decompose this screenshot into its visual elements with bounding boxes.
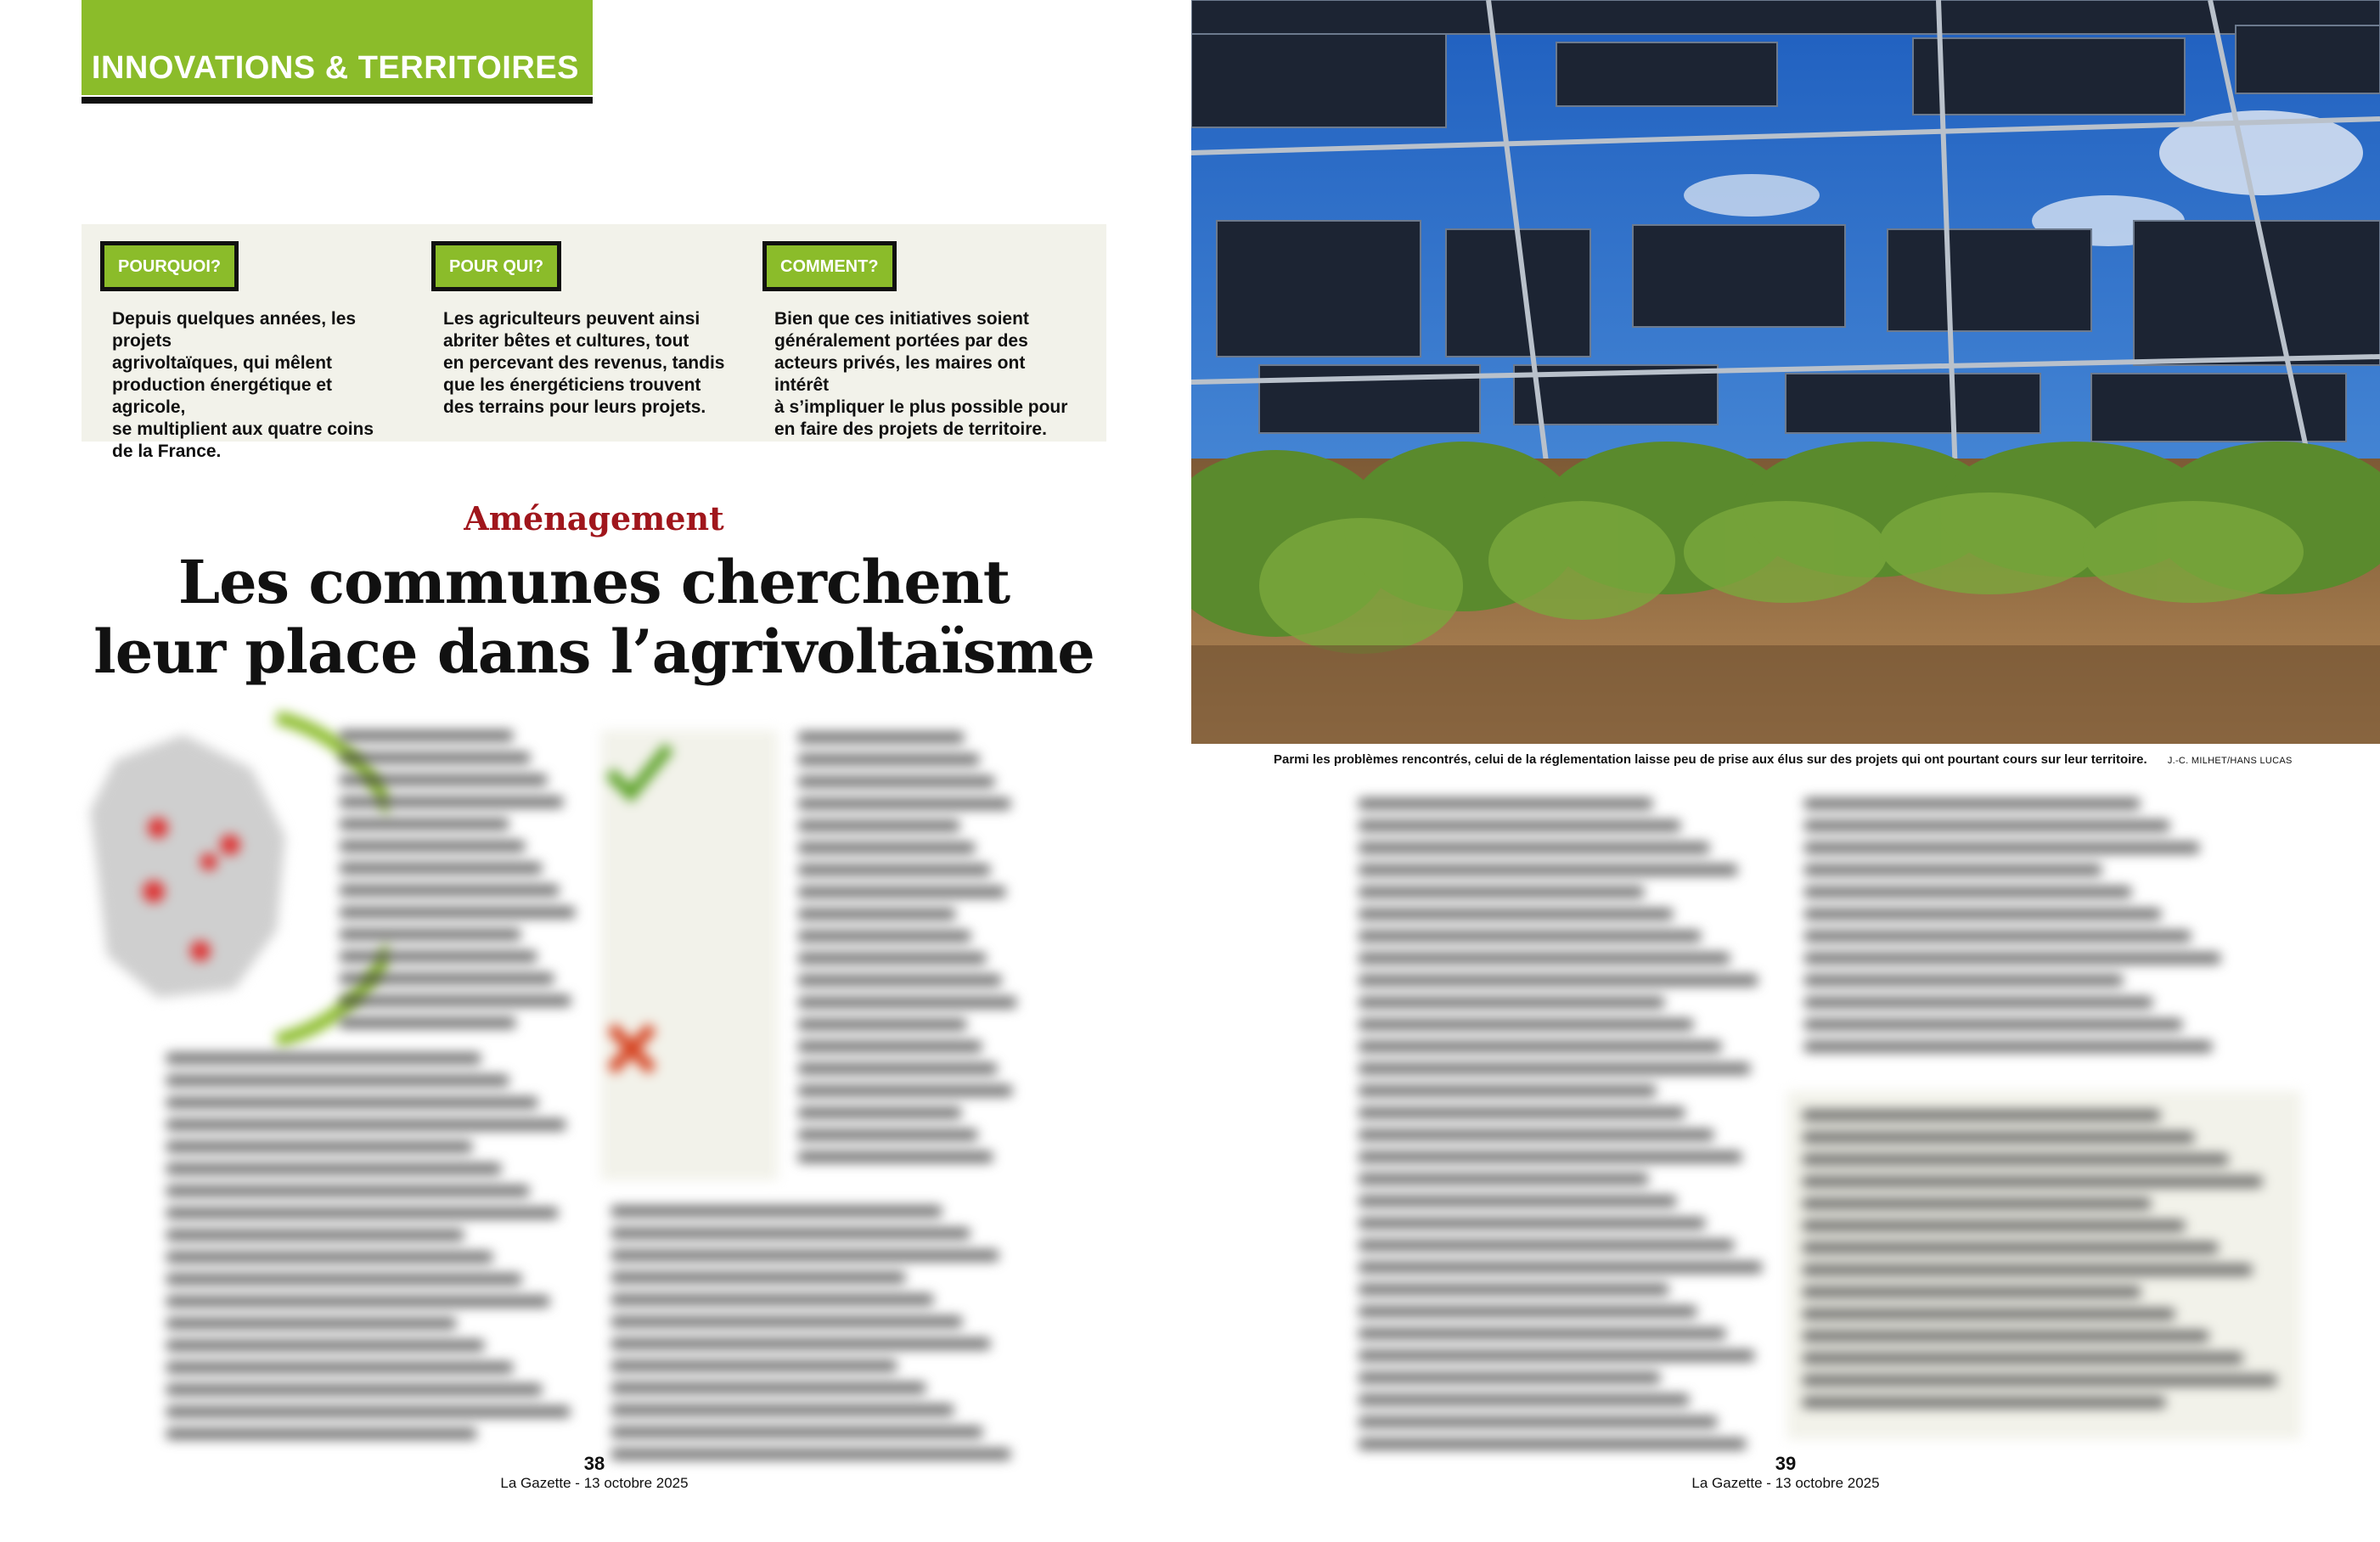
blurred-text-line xyxy=(798,820,959,831)
blurred-text-line xyxy=(1359,1438,1746,1449)
blurred-text-line xyxy=(340,774,547,785)
blurred-text-line xyxy=(798,909,955,920)
blurred-text-line xyxy=(1359,1173,1648,1185)
caption-text: Parmi les problèmes rencontrés, celui de la réglementation laisse peu de prise aux élus sur des projets qui ont pourtant cours sur leur territoire. xyxy=(1274,752,2147,767)
blurred-text-line xyxy=(1359,1196,1676,1207)
article-headline xyxy=(82,548,1106,687)
info-line: se multiplient aux quatre coins xyxy=(112,419,374,439)
info-line: en faire des projets de territoire. xyxy=(774,419,1047,439)
section-rule xyxy=(82,97,593,104)
blurred-text-line xyxy=(798,1129,977,1140)
blurred-text-line xyxy=(611,1382,926,1393)
pros-cons-box xyxy=(601,730,778,1180)
blurred-text-line xyxy=(1359,1085,1656,1096)
blurred-text-line xyxy=(1803,1308,2175,1320)
blurred-text-line xyxy=(611,1206,942,1217)
info-line: à s’impliquer le plus possible pour xyxy=(774,397,1068,417)
info-column-comment xyxy=(762,241,1068,441)
blurred-text-line xyxy=(611,1272,905,1283)
blurred-text-line xyxy=(1803,1397,2165,1408)
blurred-text-line xyxy=(1803,1242,2218,1253)
blurred-text-line xyxy=(340,1017,515,1028)
blurred-text-line xyxy=(798,776,994,787)
charter-sidebar-content xyxy=(1787,1091,2301,1438)
headline-line-2: leur place dans l’agrivoltaïsme xyxy=(93,616,1094,687)
publication-line: La Gazette - 13 octobre 2025 xyxy=(1691,1475,1880,1491)
blurred-text-line xyxy=(340,752,530,763)
blurred-text-line xyxy=(166,1097,537,1108)
info-tag-comment: COMMENT? xyxy=(762,241,897,291)
blurred-text-line xyxy=(166,1207,558,1218)
page-number: 39 xyxy=(1775,1453,1797,1474)
blurred-text-line xyxy=(1359,798,1652,809)
blurred-text-line xyxy=(611,1294,933,1305)
info-line: Les agriculteurs peuvent ainsi xyxy=(443,309,700,329)
info-text-pour-qui xyxy=(443,308,737,419)
blurred-text-line xyxy=(166,1119,565,1130)
blurred-text-line xyxy=(798,997,1016,1008)
blurred-text-line xyxy=(1359,864,1737,875)
blurred-text-line xyxy=(1359,820,1680,831)
blurred-text-line xyxy=(1803,1220,2185,1231)
blurred-text-line xyxy=(166,1428,476,1439)
info-line: Bien que ces initiatives soient xyxy=(774,309,1029,329)
blurred-text-line xyxy=(340,951,537,962)
info-line: que les énergéticiens trouvent xyxy=(443,375,701,395)
publication-line: La Gazette - 13 octobre 2025 xyxy=(500,1475,689,1491)
blurred-text-line xyxy=(611,1360,897,1371)
check-icon xyxy=(601,730,778,1180)
blurred-text-line xyxy=(1359,975,1758,986)
info-column-pourquoi xyxy=(100,241,406,463)
blurred-text-line xyxy=(798,798,1010,809)
blurred-text-line xyxy=(798,1019,966,1030)
folio-right xyxy=(1658,1454,1913,1493)
article-column-1-top xyxy=(340,730,577,1039)
blurred-text-line xyxy=(1804,931,2191,942)
blurred-text-line xyxy=(340,819,509,830)
blurred-text-line xyxy=(166,1274,521,1285)
blurred-text-line xyxy=(1359,997,1664,1008)
blurred-text-line xyxy=(1359,1041,1721,1052)
solar-panels-orchard-image xyxy=(1191,0,2380,744)
blurred-text-line xyxy=(1359,1284,1668,1295)
blurred-text-line xyxy=(798,975,1001,986)
blurred-text-line xyxy=(1359,931,1701,942)
charter-sidebar-box xyxy=(1787,1091,2301,1439)
blurred-text-line xyxy=(340,863,542,874)
blurred-text-line xyxy=(340,995,571,1006)
photo-caption xyxy=(1274,752,2301,767)
blurred-text-line xyxy=(1803,1154,2228,1165)
info-line: en percevant des revenus, tandis xyxy=(443,353,725,373)
info-line: généralement portées par des xyxy=(774,331,1028,351)
blurred-text-line xyxy=(1359,842,1709,853)
blurred-text-line xyxy=(1359,1262,1762,1273)
blurred-text-line xyxy=(611,1228,970,1239)
blurred-text-line xyxy=(1359,1306,1696,1317)
blurred-text-line xyxy=(1359,1350,1754,1361)
blurred-text-line xyxy=(166,1185,529,1196)
blurred-text-line xyxy=(1359,1151,1741,1162)
blurred-text-line xyxy=(340,973,554,984)
info-column-pour-qui xyxy=(431,241,737,419)
blurred-text-line xyxy=(1803,1264,2252,1275)
blurred-text-line xyxy=(1804,886,2131,898)
blurred-text-line xyxy=(1803,1331,2208,1342)
info-line: agrivoltaïques, qui mêlent xyxy=(112,353,333,373)
blurred-text-line xyxy=(166,1230,464,1241)
blurred-text-line xyxy=(340,796,563,808)
blurred-text-line xyxy=(1359,1129,1713,1140)
blurred-text-line xyxy=(798,732,964,743)
photo-credit: J.-C. MILHET/HANS LUCAS xyxy=(2167,756,2293,766)
blurred-text-line xyxy=(1804,820,2169,831)
blurred-text-line xyxy=(798,1151,993,1162)
blurred-text-line xyxy=(1359,953,1730,964)
blurred-text-line xyxy=(798,886,1005,898)
blurred-text-line xyxy=(611,1404,954,1415)
info-text-comment xyxy=(774,308,1068,441)
blurred-text-line xyxy=(1359,1019,1693,1030)
blurred-text-line xyxy=(1803,1353,2242,1364)
section-label: INNOVATIONS & TERRITOIRES xyxy=(91,50,579,86)
page-number: 38 xyxy=(583,1453,605,1474)
blurred-text-line xyxy=(166,1318,456,1329)
info-tag-pour-qui: POUR QUI? xyxy=(431,241,561,291)
info-tag-pourquoi: POURQUOI? xyxy=(100,241,239,291)
blurred-text-line xyxy=(166,1075,509,1086)
blurred-text-line xyxy=(1359,1107,1685,1118)
blurred-text-line xyxy=(1803,1375,2276,1386)
blurred-text-line xyxy=(798,1085,1012,1096)
blurred-text-line xyxy=(166,1163,501,1174)
info-line: de la France. xyxy=(112,442,222,461)
blurred-text-line xyxy=(166,1296,549,1307)
blurred-text-line xyxy=(1359,1240,1734,1251)
blurred-text-line xyxy=(1804,1041,2212,1052)
blurred-text-line xyxy=(1359,1372,1660,1383)
blurred-text-line xyxy=(611,1250,999,1261)
info-line: production énergétique et agricole, xyxy=(112,375,333,417)
blurred-text-line xyxy=(798,1107,961,1118)
blurred-text-line xyxy=(1804,975,2123,986)
blurred-text-line xyxy=(340,929,520,940)
article-column-3 xyxy=(1359,798,1766,1460)
blurred-text-line xyxy=(166,1362,513,1373)
blurred-text-line xyxy=(798,1063,997,1074)
info-line: abriter bêtes et cultures, tout xyxy=(443,331,689,351)
blurred-text-line xyxy=(1803,1286,2141,1297)
blurred-text-line xyxy=(1804,864,2101,875)
blurred-text-line xyxy=(611,1338,990,1349)
blurred-text-line xyxy=(1804,842,2199,853)
blurred-text-line xyxy=(798,953,986,964)
blurred-text-line xyxy=(798,754,979,765)
blurred-text-line xyxy=(340,885,559,896)
blurred-text-line xyxy=(798,1041,982,1052)
blurred-text-line xyxy=(1804,909,2161,920)
blurred-text-line xyxy=(1804,953,2220,964)
article-column-2 xyxy=(798,732,1019,1173)
blurred-text-line xyxy=(611,1316,962,1327)
info-text-pourquoi xyxy=(112,308,406,463)
blurred-text-line xyxy=(1359,886,1644,898)
info-line: Depuis quelques années, les projets xyxy=(112,309,357,351)
blurred-text-line xyxy=(340,841,525,852)
headline-line-1: Les communes cherchent xyxy=(177,547,1010,617)
blurred-text-line xyxy=(1803,1110,2160,1121)
blurred-text-line xyxy=(166,1141,472,1152)
blurred-text-line xyxy=(1804,798,2140,809)
info-box xyxy=(82,224,1106,461)
blurred-text-line xyxy=(798,842,975,853)
blurred-text-line xyxy=(166,1406,570,1417)
agrivoltaic-photo xyxy=(1191,0,2380,744)
blurred-text-line xyxy=(1359,1328,1725,1339)
folio-left xyxy=(467,1454,722,1493)
article-column-2-bottom xyxy=(611,1206,1019,1471)
blurred-text-line xyxy=(1803,1132,2194,1143)
article-column-4-top xyxy=(1804,798,2229,1063)
blurred-text-line xyxy=(1803,1176,2262,1187)
info-line: des terrains pour leurs projets. xyxy=(443,397,706,417)
article-column-1 xyxy=(166,1053,574,1450)
blurred-text-line xyxy=(166,1252,492,1263)
blurred-text-line xyxy=(1803,1198,2151,1209)
section-header xyxy=(82,0,593,95)
info-line: acteurs privés, les maires ont intérêt xyxy=(774,353,1026,395)
blurred-text-line xyxy=(1359,1218,1705,1229)
blurred-text-line xyxy=(1804,1019,2182,1030)
blurred-text-line xyxy=(1359,1063,1750,1074)
blurred-text-line xyxy=(798,931,971,942)
blurred-text-line xyxy=(798,864,990,875)
blurred-text-line xyxy=(166,1053,481,1064)
blurred-text-line xyxy=(340,730,513,741)
blurred-text-line xyxy=(611,1427,982,1438)
blurred-text-line xyxy=(1804,997,2152,1008)
blurred-text-line xyxy=(1359,1394,1689,1405)
blurred-text-line xyxy=(1359,909,1673,920)
blurred-text-line xyxy=(166,1384,542,1395)
blurred-text-line xyxy=(340,907,575,918)
blurred-text-line xyxy=(1359,1416,1717,1427)
article-rubric: Aménagement xyxy=(464,499,724,537)
blurred-text-line xyxy=(166,1340,484,1351)
